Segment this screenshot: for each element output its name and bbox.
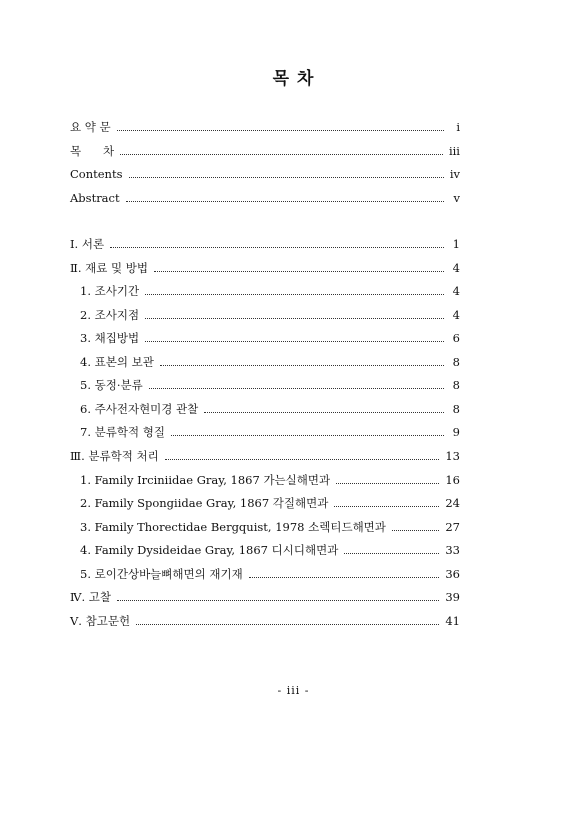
toc-entry[interactable] xyxy=(80,306,460,322)
dot-leader xyxy=(145,341,444,342)
toc-entry-label: 2. Family Spongiidae Gray, 1867 각질해면과 xyxy=(80,496,329,511)
toc-entry-page: i xyxy=(456,120,460,134)
toc-entry[interactable] xyxy=(80,376,460,392)
dot-leader xyxy=(145,318,444,319)
toc-entry[interactable] xyxy=(70,588,460,604)
toc-entry-label: 요 약 문 xyxy=(70,120,111,134)
dot-leader xyxy=(334,506,439,507)
toc-entry-label: Abstract xyxy=(70,190,120,205)
toc-entry-label: 4. Family Dysideidae Gray, 1867 디시디해면과 xyxy=(80,543,339,558)
dot-leader xyxy=(154,271,444,272)
toc-entry-label: Contents xyxy=(70,167,123,181)
toc-entry[interactable] xyxy=(70,189,460,205)
toc-entry-label: 7. 분류학적 형질 xyxy=(80,425,165,440)
toc-entry-page: iii xyxy=(448,143,460,158)
toc-entry[interactable] xyxy=(70,235,460,251)
toc-entry[interactable] xyxy=(80,353,460,369)
dot-leader xyxy=(336,483,439,484)
dot-leader xyxy=(120,154,443,155)
toc-entry[interactable] xyxy=(80,494,460,510)
dot-leader xyxy=(117,130,444,131)
toc-entry-page: 8 xyxy=(452,401,460,416)
toc-entry-label: 3. 채집방법 xyxy=(80,331,140,346)
toc-entry-page: 4 xyxy=(452,260,460,275)
dot-leader xyxy=(249,577,440,578)
toc-entry[interactable] xyxy=(70,259,460,275)
dot-leader xyxy=(110,247,444,248)
toc-entry-page: v xyxy=(453,190,460,205)
toc-entry[interactable] xyxy=(70,447,460,463)
toc-entry-page: 24 xyxy=(445,496,460,511)
dot-leader xyxy=(171,435,444,436)
toc-entry-page: 33 xyxy=(445,543,460,558)
toc-entry-label: 1. 조사기간 xyxy=(80,284,140,299)
toc-entry-label: 1. Family Irciniidae Gray, 1867 가는실해면과 xyxy=(80,472,331,487)
dot-leader xyxy=(126,201,444,202)
toc-entry-page: 4 xyxy=(452,307,460,322)
toc-entry-label: Ⅳ. 고찰 xyxy=(70,590,112,605)
toc-entry-page: 4 xyxy=(452,284,460,299)
toc-entry-label: 3. Family Thorectidae Bergquist, 1978 소렉티드해면과 xyxy=(80,519,386,534)
toc-entry-label: 5. 동정·분류 xyxy=(80,378,143,393)
toc-entry[interactable] xyxy=(70,118,460,134)
toc-entry[interactable] xyxy=(80,565,460,581)
dot-leader xyxy=(149,388,444,389)
toc-entry[interactable] xyxy=(80,423,460,439)
toc-entry-label: 4. 표본의 보관 xyxy=(80,354,154,369)
page-title: 목 차 xyxy=(272,69,315,89)
toc-entry-page: 27 xyxy=(445,519,460,534)
dot-leader xyxy=(160,365,444,366)
toc-entry-label: Ⅴ. 참고문헌 xyxy=(70,613,131,628)
toc-entry[interactable] xyxy=(80,329,460,345)
toc-entry-label: 6. 주사전자현미경 관찰 xyxy=(80,401,199,416)
dot-leader xyxy=(145,294,444,295)
toc-entry-page: 6 xyxy=(452,331,460,346)
dot-leader xyxy=(204,412,444,413)
toc-entry-label: Ⅰ. 서론 xyxy=(70,237,105,251)
toc-entry[interactable] xyxy=(80,282,460,298)
toc-entry[interactable] xyxy=(80,541,460,557)
dot-leader xyxy=(392,530,439,531)
dot-leader xyxy=(129,177,444,178)
toc-entry-label: Ⅲ. 분류학적 처리 xyxy=(70,448,159,463)
toc-entry[interactable] xyxy=(70,165,460,181)
toc-entry[interactable] xyxy=(80,471,460,487)
toc-entry-page: 16 xyxy=(445,472,460,487)
toc-entry-label: 5. 로이간상바늘뼈해면의 재기재 xyxy=(80,566,243,581)
toc-entry-page: 8 xyxy=(452,354,460,369)
toc-entry-label: 2. 조사지점 xyxy=(80,307,140,322)
dot-leader xyxy=(136,624,439,625)
dot-leader xyxy=(344,553,439,554)
toc-entry[interactable] xyxy=(70,612,460,628)
page-number-footer: - iii - xyxy=(277,684,310,697)
toc-entry-label: 목 차 xyxy=(70,143,115,158)
toc-entry-page: 13 xyxy=(445,448,460,463)
toc-entry-page: iv xyxy=(449,167,460,181)
toc-entry-page: 9 xyxy=(452,425,460,440)
toc-entry[interactable] xyxy=(70,142,460,158)
dot-leader xyxy=(165,459,440,460)
toc-entry-page: 39 xyxy=(445,590,460,605)
dot-leader xyxy=(117,600,439,601)
toc-entry-label: Ⅱ. 재료 및 방법 xyxy=(70,260,148,275)
toc-entry-page: 36 xyxy=(445,566,460,581)
toc-entry[interactable] xyxy=(80,518,460,534)
toc-entry-page: 8 xyxy=(452,378,460,393)
toc-entry-page: 41 xyxy=(445,613,460,628)
toc-entry[interactable] xyxy=(80,400,460,416)
toc-entry-page: 1 xyxy=(452,237,460,251)
